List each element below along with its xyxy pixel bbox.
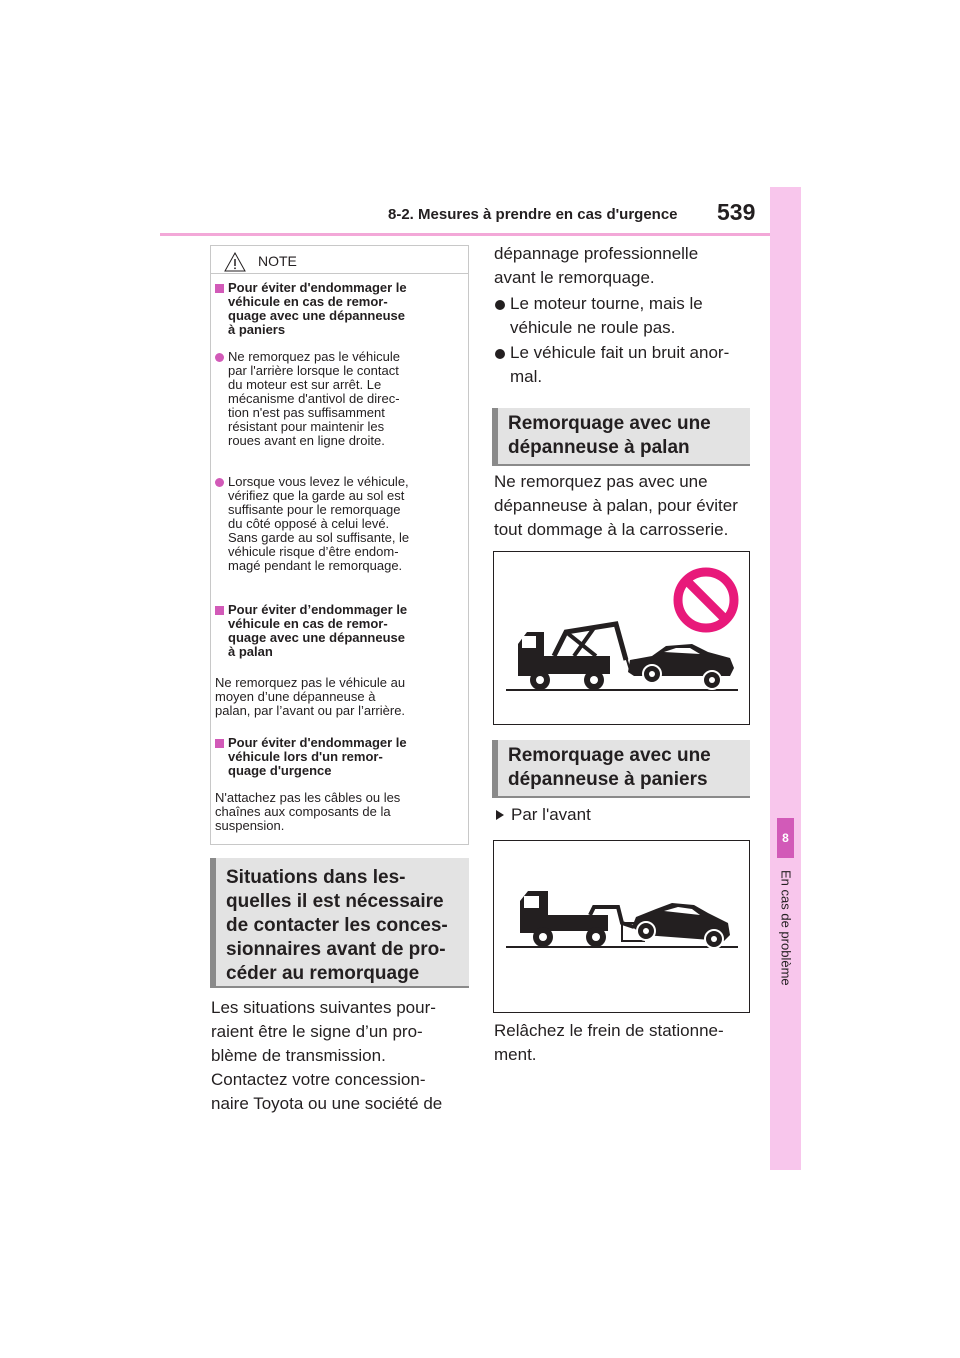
paragraph-situations: Les situations suivantes pour- raient être le signe d’un pro- blème de transmission. Contactez votre concession- naire Toyota ou une société de [211,998,443,1113]
note-heading-paniers: Pour éviter d'endommager le véhicule en cas de remor- quage avec une dépanneuse à paniers [215,281,465,337]
heading-box-situations [210,858,469,988]
note-text-suspension: N'attachez pas les câbles ou les chaînes aux composants de la suspension. [215,790,401,833]
heading-box-paniers [492,740,750,798]
bullet-dot-icon [495,300,505,310]
heading-situations: Situations dans les- quelles il est nécessaire de contacter les conces- sionnaires avant de pro- céder au remorquage [226,867,448,984]
square-bullet-icon [215,606,224,615]
illustration-hoist-tow [493,551,750,725]
bullet-dot-icon [495,349,505,359]
square-bullet-icon [215,739,224,748]
page-number: 539 [717,199,756,225]
dot-bullet-icon [215,353,224,362]
illustration-wheel-lift-tow [493,840,750,1013]
paragraph-palan: Ne remorquez pas avec une dépanneuse à palan, pour éviter tout dommage à la carrosserie. [494,472,738,539]
heading-palan: Remorquage avec une dépanneuse à palan [508,413,711,458]
section-title: 8-2. Mesures à prendre en cas d'urgence [388,206,678,223]
paragraph-continued: dépannage professionnelle avant le remorquage. [494,244,699,287]
chapter-label: En cas de problème [778,870,793,986]
arrow-right-icon [496,810,504,820]
note-title: NOTE [258,253,297,269]
note-bullet-steering: Ne remorquez pas le véhicule par l'arrière lorsque le contact du moteur est sur arrêt. Le mécanisme d'antivol de direc- tion n'est pas suffisamment résistant pour maintenir les roues avant en ligne droite. [215,350,465,448]
note-divider [210,273,469,274]
bullet-item: Le moteur tourne, mais le véhicule ne roule pas. [494,292,754,340]
heading-box-palan [492,408,750,466]
note-text-palan: Ne remorquez pas le véhicule au moyen d’une dépanneuse à palan, par l’avant ou par l’arrière. [215,675,406,718]
bullet-item: Le véhicule fait un bruit anor- mal. [494,341,754,389]
warning-triangle-icon [224,252,246,272]
heading-paniers: Remorquage avec une dépanneuse à paniers [508,745,711,790]
note-heading-emergency: Pour éviter d'endommager le véhicule lors d'un remor- quage d'urgence [215,736,465,778]
dot-bullet-icon [215,478,224,487]
wheel-lift-tow-illustration [494,841,749,1012]
arrow-item: Par l'avant [494,803,754,827]
header-rule [160,233,770,236]
hoist-tow-truck-illustration [494,552,749,724]
note-heading-palan: Pour éviter d’endommager le véhicule en cas de remor- quage avec une dépanneuse à palan [215,603,465,659]
paragraph-parking-brake: Relâchez le frein de stationne- ment. [494,1021,724,1064]
note-bullet-clearance: Lorsque vous levez le véhicule, vérifiez que la garde au sol est suffisante pour le remorquage du côté opposé à celui levé. Sans garde au sol suffisante, le véhicule risque d’être endom- magé pendant le remorquage. [215,475,465,573]
square-bullet-icon [215,284,224,293]
chapter-number: 8 [777,818,794,858]
prohibited-icon [678,572,734,628]
